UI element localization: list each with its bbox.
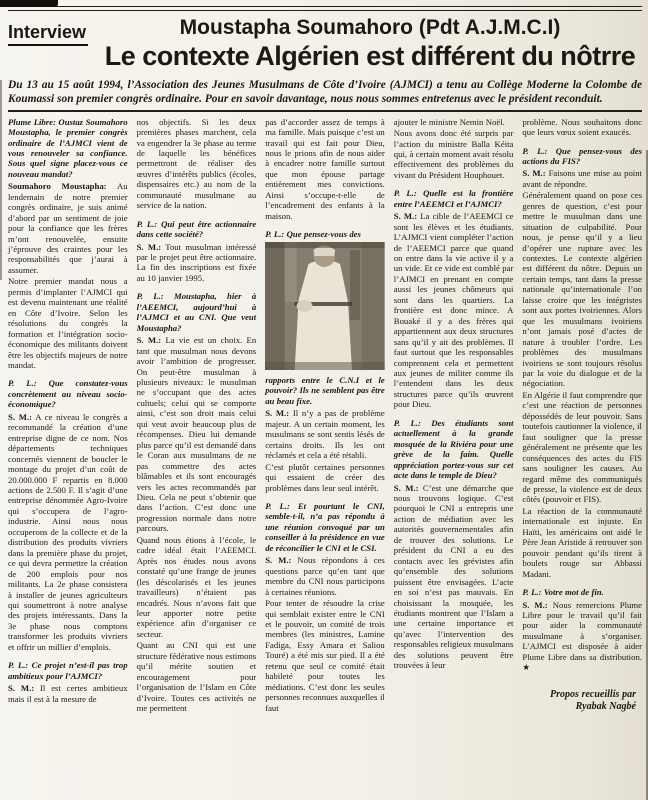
speaker-label: S. M.: [8, 683, 35, 694]
speaker-label: Soumahoro Moustapha: [8, 181, 107, 192]
speaker-label: S. M.: [136, 241, 162, 252]
paragraph-text: Nous avons donc été surpris par l’action du ministre Balla Kéita qui, à certain moment avait résolu effectivement des problèmes du vivant du Président Houphouet. [393, 128, 514, 180]
question: P. L.: Que pensez-vous des actions du FIS? [522, 145, 642, 166]
answer [137, 640, 257, 713]
photo-caption: rapports entre le C.N.I et le pouvoir? Ils ne semblent pas être au beau fixe. [265, 375, 385, 406]
question: P. L.: Quelle est la frontière entre l’AEEMCI et l’AJMCI? [393, 188, 514, 209]
paragraph-text: Faisons une mise au point avant de répondre. [522, 168, 642, 189]
lede-paragraph: Du 13 au 15 août 1994, l’Association des Jeunes Musulmans de Côte d’Ivoire (AJMCI) a tenu au Collège Moderne la Colombe de Koumassi son premier congrès ordinaire. Pour en savoir davantage, nous nous sommes entretenus avec le président reconduit. [8, 78, 642, 105]
lede-bottom-rule [8, 110, 642, 112]
answer [265, 462, 385, 493]
column-5 [522, 117, 642, 713]
question: P. L.: Que pensez-vous des [265, 229, 361, 240]
column-3 [265, 117, 385, 714]
paragraph-text: problème. Nous souhaitons donc que leurs vœux soient exaucés. [522, 116, 642, 138]
speaker-label: S. M.: [522, 168, 546, 179]
speaker-label: S. M.: [8, 411, 32, 422]
answer [522, 390, 642, 505]
answer [522, 600, 642, 673]
section-label: Interview [8, 20, 88, 46]
question: P. L.: Votre mot de fin. [522, 587, 604, 598]
masthead [8, 14, 642, 72]
paragraph-text: nos objectifs. Si les deux premières phases marchent, cela va engendrer la 3e phase au terme de laquelle les bénéfices permettront de réaliser des œuvres d’intérêts publics (écoles, dispensaires etc.) au nom de la communauté musulmane au service de la nation. [136, 116, 257, 211]
paragraph-text: Quant au CNI qui est une structure fédérative nous estimons qu’il mérite soutien et encouragement pour l’organisation de l’Islam en Côte d’Ivoire. Toutes ces activités ne me permettent [136, 640, 257, 714]
paragraph-text: C’est une démarche que nous trouvons logique. C’est pourquoi le CNI a entrepris une action de médiation avec les autorités gouvernementales afin de trouver des solutions. Le président du CNI a eu des contacts avec les grévistes afin qu’ensemble des solutions puissent être envisagées. L’acte en soi n’est pas mauvais. En choisissant la mosquée, les étudiants montrent que l’Islam a une certaine importance et qu’avec l’intervention des responsables religieux musulmans des solutions peuvent être trouvées à leur [393, 482, 514, 671]
paragraph-text: Au lendemain de notre premier congrès ordinaire, je suis animé d’abord par un sentiment de joie pour la confiance que les frères m’ont renouvelée, ensuite j’éprouve des craintes pour les responsabilités que j’aurai à assumer. [8, 181, 128, 275]
paragraph-text: A ce niveau le congrès a recommandé la création d’une entreprise digne de ce nom. Nos départements techniques concernés viennent de boucler le montage du projet d’un coût de 20.000.000 F repartis en 8.000 actions de 2.500 F. Il s’agit d’une entreprise dénommée Agro-Ivoire qui s’occupera de l’agro-industrie. Ainsi nous nous occuperons de la collecte et de la distribution des produits vivriers dans la première phase du projet, ce qui devra permettre la création de 200 emplois pour nos militants. La 2e phase consistera à installer de jeunes agriculteurs qui soumettront à notre analyse des projets intéressants. Dans la 3e phase nous comptons transformer les produits vivriers et offrir un millier d’emplois. [8, 411, 128, 652]
scan-ink-blob [0, 0, 58, 7]
speaker-label: S. M.: [265, 555, 292, 566]
question: P. L.: Des étudiants sont actuellement à la grande mosquée de la Riviéra pour une grève de la faim. Quelle appréciation portez-vous sur cet acte dans le temple de Dieu? [393, 417, 514, 481]
answer [137, 335, 257, 534]
answer [265, 555, 385, 597]
answer [8, 276, 128, 370]
answer [394, 483, 514, 671]
speaker-label: S. M.: [265, 408, 290, 419]
paragraph [137, 117, 257, 211]
answer [137, 535, 257, 640]
paragraph-text: Nous remercions Plume Libre pour le travail qu’il fait pour aider la communauté musulmane à s’organiser. L’AJMCI est disposée à aider Plume Libre dans sa distribution. ★ [522, 599, 642, 673]
photo-illustration [265, 242, 385, 370]
page-title: Le contexte Algérien est différent du nôtrre [104, 41, 636, 72]
headline-block [88, 14, 642, 72]
paragraph-text: pas d’accorder assez de temps à ma famille. Mais puisque c’est un travail qui est fait pour Dieu, nous le prions afin de nous aider à encadrer notre famille surtout que mon épouse partage entièrement mes convictions. Ainsi s’occupe-t-elle de l’encadrement des enfants à la maison. [265, 116, 385, 221]
question: P. L.: Moustapha, hier à l’AEEMCI, aujourd’hui à l’AJMCI et au CNI. Que veut Moustapha? [136, 291, 257, 333]
paragraph-text: La cible de l’AEEMCI ce sont les élèves et les étudiants. L’AJMCI vient compléter l’action de l’AEEMCI parce que quand on entre dans la vie active il y a un vide. Et ce vide est comblé par l’AJMCI en prenant en compte aussi les jeunes chômeurs qui sont dans les quartiers. La frontière est donc mince. A Bouaké il y a des frères qui appartiennent aux deux structures sans qu’il y ait des problèmes. Il faut surtout que les responsables comprennent cela et permettent aux jeunes de militer comme ils l’entendent dans les deux structures parce qu’ils œuvrent pour Dieu. [393, 211, 514, 410]
paragraph-text: Tout musulman intéressé par le projet peut être actionnaire. La fin des inscriptions est fixée au 10 janvier 1995. [136, 241, 257, 283]
answer [8, 683, 128, 704]
answer [522, 190, 642, 389]
paragraph-text: C’est plutôt certaines personnes qui essaient de créer des problèmes dans leur seul intérêt. [265, 461, 385, 493]
paragraph-text: Il n’y a pas de problème majeur. A un certain moment, les musulmans se sont sentis lésés de certains droits. Ils les ont réclamés et cela a été rétabli. [265, 408, 385, 461]
paragraph-text: En Algérie il faut comprendre que c’est une réaction de personnes dépossédés de leur pouvoir. Sans toutefois cautionner la violence, il faut souligner que la presse généralement ne présente que les conséquences des actes du FIS sans souligner les causes. Au regard même des communiqués de presse, la violence est de deux côtés (pouvoir et FIS). [522, 389, 642, 505]
answer [265, 408, 385, 460]
byline [522, 689, 642, 713]
paragraph [265, 117, 385, 222]
paragraph-text: La vie est un choix. En tant que musulman nous devons avoir l’ambition de progresser. On peut-être musulman à plusieurs niveaux: le musulman ne s’occupant que des actes cultuels; celui qui se comporte ainsi, c’est son droit mais celui qui veut avoir beaucoup plus de récompenses. Dieu lui demande plus parce qu’il est demandé dans le Coran aux musulmans de ne pas commettre des actes blâmables et ils sont encouragés vers les actes recommandés par Dieu. Cela ne peut s’obtenir que dans l’action. C’est donc une progression normale dans notre parcours. [136, 335, 257, 534]
speaker-label: S. M.: [393, 211, 418, 222]
column-4 [394, 117, 514, 672]
paragraph [522, 117, 642, 138]
question: P. L.: Que constatez-vous concrètement au niveau socio-économique? [8, 378, 128, 410]
answer [265, 598, 385, 713]
article-photo [265, 242, 385, 372]
question: Plume Libre: Oustaz Soumahoro Moustapha, le premier congrès ordinaire de l’AJMCI vient de vous renouveler sa confiance. Sous quel signe placez-vous ce nouveau mandat? [8, 116, 128, 179]
paragraph-text: Pour tenter de résoudre la crise qui semblait exister entre le CNI et le pouvoir, un comité de trois membres (les ministres, Lamine Fadiga, Essy Amara et Saliou Touré) a été mis sur pied. Il a été retenu que seul ce comité était habileté pour toutes les médiations. C’est donc les seules personnes reconnues auxquelles il faut [265, 598, 385, 713]
byline-line1: Propos recueillis par [550, 688, 636, 700]
question: P. L.: Et pourtant le CNI, semble-t-il, n’a pas répondu à une réunion convoqué par un conseiller à la présidence en vue de réconcilier le CNI et le CSI. [265, 501, 385, 553]
paragraph-text: Généralement quand on pose ces genres de question, c’est pour mettre le musulman dans une situation de culpabilité. Pour nous, je pense qu’il y a lieu d’opérer une rupture avec les contextes. Le contexte algérien est différent du nôtre. Depuis un certain temps, tant dans la presse nationale qu’internationale l’on laisse croire que les intégristes sont aux portes ivoiriennes. Alors que les musulmans ivoiriens n’ont jamais posé d’actes de nature à troubler l’ordre. Les problèmes des musulmans ivoiriens se sont toujours résolus par la voie du dialogue et de la négociation. [522, 190, 642, 389]
paragraph-text: ajouter le ministre Nemin Noël. [393, 116, 505, 127]
speaker-label: S. M.: [136, 335, 162, 346]
answer [394, 211, 514, 410]
column-1 [8, 117, 128, 705]
answer [137, 242, 257, 284]
scan-edge-artifact-left [0, 80, 2, 280]
paragraph-text: Nous répondons à ces questions parce qu’en tant que membre du CNI nous participons à certaines réunions. [265, 555, 385, 597]
question: P. L.: Ce projet n’est-il pas trop ambitieux pour l’AJMCI? [8, 660, 128, 681]
answer [522, 506, 642, 579]
answer [8, 181, 128, 275]
paragraph [394, 117, 514, 127]
headline-kicker: Moustapha Soumahoro (Pdt A.J.M.C.I) [179, 16, 561, 39]
speaker-label: S. M.: [393, 482, 419, 493]
paragraph-text: Notre premier mandat nous a permis d’implanter l’AJMCI qui est devenu maintenant une réalité en Côte d’Ivoire. Selon les résolutions du congrès la formation et l’intégration socio-économique des militants doivent être les objectifs majeurs de notre mandat. [8, 276, 128, 371]
paragraph-text: Quand nous étions à l’école, le cadre idéal était l’AEEMCI. Après nos études nous avons constaté qu’une frange de jeunes (les déscolarisés et les jeunes travailleurs) n’étaient pas encadrés. Nous n’avons fait que leur apporter notre petite expérience afin d’organiser ce secteur. [136, 534, 257, 639]
article-columns [8, 117, 642, 715]
answer [8, 412, 128, 652]
column-2 [137, 117, 257, 715]
question: P. L.: Qui peut être actionnaire dans cette société? [136, 218, 257, 240]
byline-line2: Ryabak Nagbé [575, 700, 636, 712]
speaker-label: S. M.: [522, 599, 548, 610]
paragraph-text: Il est certes ambitieux mais il est à la mesure de [8, 683, 128, 704]
top-double-rule [8, 6, 642, 11]
paragraph [394, 128, 514, 180]
answer [522, 168, 642, 189]
paragraph-text: La réaction de la communauté internationale est injuste. En Haïti, les américains ont aidé le Père Jean Aristide à retrouver son pouvoir pendant qu’ils tirent à boulets rouge sur Abbassi Madani. [522, 505, 642, 579]
